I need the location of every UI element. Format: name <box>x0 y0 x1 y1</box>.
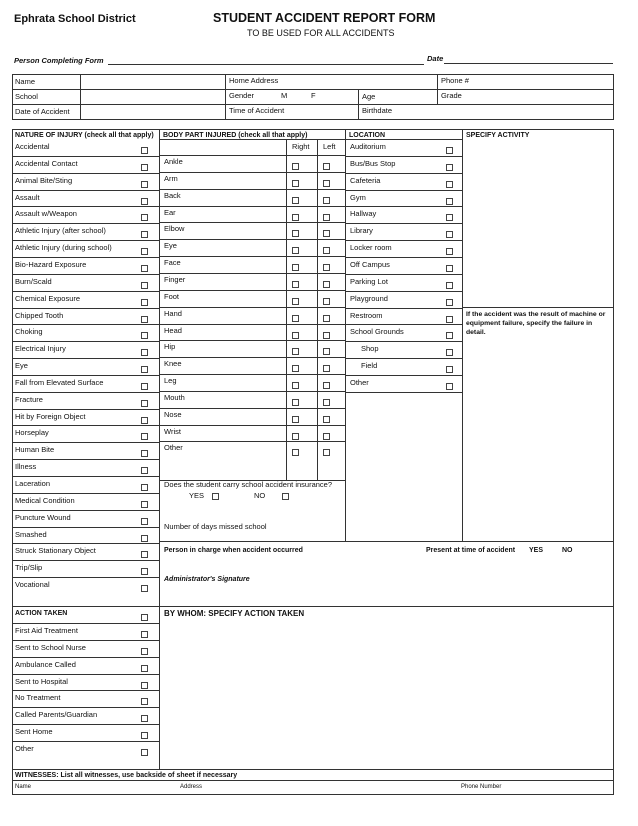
present-no-label[interactable]: NO <box>562 547 573 554</box>
row-divider <box>12 223 159 224</box>
grade-label: Grade <box>441 91 462 100</box>
nature-item-checkbox[interactable] <box>141 248 148 255</box>
form-subtitle: TO BE USED FOR ALL ACCIDENTS <box>247 28 395 38</box>
body-right-checkbox[interactable] <box>292 163 299 170</box>
action-item-checkbox[interactable] <box>141 698 148 705</box>
nature-item-checkbox[interactable] <box>141 484 148 491</box>
body-left-checkbox[interactable] <box>323 365 330 372</box>
nature-item-checkbox[interactable] <box>141 568 148 575</box>
body-right-checkbox[interactable] <box>292 365 299 372</box>
body-right-checkbox[interactable] <box>292 315 299 322</box>
gender-female-option[interactable]: F <box>311 91 316 100</box>
gender-male-option[interactable]: M <box>281 91 288 100</box>
body-part-label: Ankle <box>164 157 183 166</box>
nature-item-label: Chemical Exposure <box>15 293 81 303</box>
body-left-checkbox[interactable] <box>323 416 330 423</box>
body-right-checkbox[interactable] <box>292 180 299 187</box>
nature-item-label: Accidental Contact <box>15 158 78 168</box>
body-right-checkbox[interactable] <box>292 230 299 237</box>
nature-item-checkbox[interactable] <box>141 198 148 205</box>
right-column-label: Right <box>292 142 310 151</box>
body-left-checkbox[interactable] <box>323 348 330 355</box>
nature-item-label: Fracture <box>15 394 43 404</box>
location-item-label: Cafeteria <box>350 175 381 185</box>
row-divider <box>12 257 159 258</box>
location-item-label: Bus/Bus Stop <box>350 158 396 168</box>
location-item-checkbox[interactable] <box>446 299 453 306</box>
row-divider <box>345 358 462 359</box>
row-divider <box>12 358 159 359</box>
nature-item-label: Struck Stationary Object <box>15 546 96 556</box>
body-left-checkbox[interactable] <box>323 315 330 322</box>
body-left-checkbox[interactable] <box>323 332 330 339</box>
action-item-checkbox[interactable] <box>141 665 148 672</box>
nature-item-checkbox[interactable] <box>141 282 148 289</box>
nature-item-label: Vocational <box>15 580 50 590</box>
row-divider <box>159 425 345 426</box>
location-item-checkbox[interactable] <box>446 332 453 339</box>
nature-item-label: Fall from Elevated Surface <box>15 377 104 387</box>
action-item-checkbox[interactable] <box>141 631 148 638</box>
nature-item-label: Accidental <box>15 142 50 151</box>
row-divider <box>12 409 159 410</box>
birthdate-label: Birthdate <box>362 106 393 115</box>
row-divider <box>159 290 345 291</box>
nature-item-checkbox[interactable] <box>141 450 148 457</box>
location-item-checkbox[interactable] <box>446 383 453 390</box>
form-title: STUDENT ACCIDENT REPORT FORM <box>213 11 436 25</box>
location-item-label: Field <box>361 361 378 371</box>
gender-label: Gender <box>229 91 255 100</box>
location-item-label: School Grounds <box>350 327 404 337</box>
body-left-checkbox[interactable] <box>323 264 330 271</box>
phone-label: Phone # <box>441 76 469 85</box>
row-divider <box>159 222 345 223</box>
person-in-charge-label: Person in charge when accident occurred <box>164 547 303 554</box>
location-item-checkbox[interactable] <box>446 282 453 289</box>
witnesses-header: WITNESSES: List all witnesses, use backside of sheet if necessary <box>15 772 238 779</box>
nature-item-label: Smashed <box>15 529 47 539</box>
nature-item-checkbox[interactable] <box>141 164 148 171</box>
row-divider <box>12 577 159 578</box>
action-item-checkbox[interactable] <box>141 715 148 722</box>
body-left-checkbox[interactable] <box>323 197 330 204</box>
body-part-label: Back <box>164 190 181 200</box>
location-item-label: Off Campus <box>350 259 390 269</box>
nature-item-label: Choking <box>15 327 43 337</box>
row-divider <box>12 173 159 174</box>
action-item-label: Called Parents/Guardian <box>15 710 98 720</box>
body-part-label: Hip <box>164 342 176 352</box>
row-divider <box>345 223 462 224</box>
nature-item-label: Bio-Hazard Exposure <box>15 259 87 269</box>
person-completing-line[interactable] <box>108 64 424 65</box>
body-right-checkbox[interactable] <box>292 382 299 389</box>
nature-item-label: Athletic Injury (after school) <box>15 226 106 236</box>
row-divider <box>345 375 462 376</box>
body-part-label: Leg <box>164 376 177 386</box>
nature-item-checkbox[interactable] <box>141 349 148 356</box>
nature-item-checkbox[interactable] <box>141 417 148 424</box>
body-part-label: Head <box>164 325 182 335</box>
row-divider <box>12 459 159 460</box>
body-right-checkbox[interactable] <box>292 399 299 406</box>
nature-item-checkbox[interactable] <box>141 501 148 508</box>
home-address-label: Home Address <box>229 76 279 85</box>
row-divider <box>12 341 159 342</box>
row-divider <box>159 273 345 274</box>
location-item-label: Library <box>350 226 373 236</box>
action-item-label: No Treatment <box>15 693 61 703</box>
location-item-checkbox[interactable] <box>446 164 453 171</box>
body-right-checkbox[interactable] <box>292 433 299 440</box>
nature-item-checkbox[interactable] <box>141 332 148 339</box>
body-right-checkbox[interactable] <box>292 197 299 204</box>
row-divider <box>345 240 462 241</box>
row-divider <box>345 274 462 275</box>
body-right-checkbox[interactable] <box>292 348 299 355</box>
row-divider <box>159 307 345 308</box>
nature-item-checkbox[interactable] <box>141 433 148 440</box>
row-divider <box>12 510 159 511</box>
nature-item-checkbox[interactable] <box>141 535 148 542</box>
nature-item-label: Human Bite <box>15 445 55 455</box>
location-item-checkbox[interactable] <box>446 147 453 154</box>
location-item-label: Restroom <box>350 310 383 320</box>
row-divider <box>159 256 345 257</box>
body-part-label: Nose <box>164 409 182 419</box>
body-right-checkbox[interactable] <box>292 247 299 254</box>
action-item-checkbox[interactable] <box>141 732 148 739</box>
body-part-label: Arm <box>164 173 178 183</box>
district-name: Ephrata School District <box>14 13 136 25</box>
left-column-label: Left <box>323 142 336 151</box>
insurance-no-label: NO <box>254 491 266 500</box>
location-item-label: Playground <box>350 293 388 303</box>
action-header-checkbox[interactable] <box>141 614 148 621</box>
row-divider <box>12 291 159 292</box>
location-item-checkbox[interactable] <box>446 366 453 373</box>
body-part-label: Elbow <box>164 224 185 234</box>
row-divider <box>345 190 462 191</box>
nature-item-checkbox[interactable] <box>141 265 148 272</box>
nature-item-checkbox[interactable] <box>141 181 148 188</box>
row-divider <box>12 560 159 561</box>
action-item-checkbox[interactable] <box>141 648 148 655</box>
date-line[interactable] <box>444 63 613 64</box>
row-divider <box>159 155 345 156</box>
nature-item-label: Laceration <box>15 479 51 488</box>
row-divider <box>345 173 462 174</box>
body-part-label: Finger <box>164 274 186 284</box>
nature-item-label: Horseplay <box>15 428 49 438</box>
row-divider <box>12 324 159 325</box>
row-divider <box>12 190 159 191</box>
body-left-checkbox[interactable] <box>323 382 330 389</box>
body-right-checkbox[interactable] <box>292 264 299 271</box>
nature-item-label: Burn/Scald <box>15 276 52 286</box>
insurance-yes-label: YES <box>189 491 205 500</box>
row-divider <box>159 239 345 240</box>
insurance-no-checkbox[interactable] <box>282 493 289 500</box>
location-item-label: Shop <box>361 344 379 354</box>
nature-header: NATURE OF INJURY (check all that apply) <box>15 132 154 139</box>
action-item-label: Sent Home <box>15 727 53 737</box>
row-divider <box>12 741 159 742</box>
nature-item-checkbox[interactable] <box>141 383 148 390</box>
nature-item-checkbox[interactable] <box>141 366 148 373</box>
by-whom-header: BY WHOM: SPECIFY ACTION TAKEN <box>164 609 305 618</box>
row-divider <box>12 240 159 241</box>
row-divider <box>12 206 159 207</box>
date-label: Date <box>427 54 444 63</box>
nature-item-checkbox[interactable] <box>141 214 148 221</box>
row-divider <box>159 408 345 409</box>
row-divider <box>345 324 462 325</box>
location-item-label: Locker room <box>350 243 392 253</box>
nature-item-label: Electrical Injury <box>15 344 66 354</box>
action-item-label: First Aid Treatment <box>15 626 78 635</box>
nature-item-label: Athletic Injury (during school) <box>15 243 112 253</box>
body-part-label: Hand <box>164 308 182 318</box>
nature-item-label: Medical Condition <box>15 495 75 505</box>
age-label: Age <box>362 92 376 101</box>
location-item-checkbox[interactable] <box>446 214 453 221</box>
row-divider <box>12 707 159 708</box>
location-item-checkbox[interactable] <box>446 349 453 356</box>
row-divider <box>12 493 159 494</box>
location-item-checkbox[interactable] <box>446 248 453 255</box>
body-left-checkbox[interactable] <box>323 449 330 456</box>
body-left-checkbox[interactable] <box>323 180 330 187</box>
nature-item-checkbox[interactable] <box>141 518 148 525</box>
nature-item-checkbox[interactable] <box>141 147 148 154</box>
nature-item-label: Eye <box>15 361 28 371</box>
location-item-label: Parking Lot <box>350 276 388 286</box>
present-yes-label[interactable]: YES <box>529 547 544 554</box>
body-left-checkbox[interactable] <box>323 399 330 406</box>
nature-item-checkbox[interactable] <box>141 551 148 558</box>
body-left-checkbox[interactable] <box>323 298 330 305</box>
nature-item-label: Chipped Tooth <box>15 310 64 320</box>
days-missed-label: Number of days missed school <box>164 522 267 531</box>
nature-item-checkbox[interactable] <box>141 231 148 238</box>
row-divider <box>159 324 345 325</box>
row-divider <box>12 623 159 624</box>
row-divider <box>159 189 345 190</box>
row-divider <box>12 527 159 528</box>
row-divider <box>159 441 345 442</box>
location-item-label: Gym <box>350 192 366 202</box>
row-divider <box>12 674 159 675</box>
location-item-checkbox[interactable] <box>446 316 453 323</box>
row-divider <box>12 476 159 477</box>
nature-item-checkbox[interactable] <box>141 316 148 323</box>
location-item-label: Auditorium <box>350 142 386 151</box>
row-divider <box>345 308 462 309</box>
body-part-label: Other <box>164 443 183 453</box>
nature-item-checkbox[interactable] <box>141 299 148 306</box>
body-right-checkbox[interactable] <box>292 298 299 305</box>
row-divider <box>345 392 462 393</box>
body-right-checkbox[interactable] <box>292 214 299 221</box>
row-divider <box>345 291 462 292</box>
machine-failure-note: If the accident was the result of machine or equipment failure, specify the failure in detail. <box>466 311 606 336</box>
row-divider <box>12 442 159 443</box>
row-divider <box>345 257 462 258</box>
time-of-accident-label: Time of Accident <box>229 106 285 115</box>
body-part-label: Wrist <box>164 426 181 436</box>
location-item-label: Other <box>350 377 369 387</box>
body-part-label: Ear <box>164 207 176 217</box>
row-divider <box>159 357 345 358</box>
location-item-checkbox[interactable] <box>446 265 453 272</box>
row-divider <box>12 156 159 157</box>
location-item-checkbox[interactable] <box>446 198 453 205</box>
nature-item-checkbox[interactable] <box>141 585 148 592</box>
row-divider <box>345 156 462 157</box>
row-divider <box>12 690 159 691</box>
nature-item-label: Animal Bite/Sting <box>15 175 73 185</box>
location-item-label: Hallway <box>350 209 377 219</box>
row-divider <box>12 425 159 426</box>
row-divider <box>12 308 159 309</box>
row-divider <box>12 375 159 376</box>
nature-item-label: Trip/Slip <box>15 563 43 573</box>
body-part-label: Eye <box>164 241 177 251</box>
row-divider <box>12 640 159 641</box>
action-item-checkbox[interactable] <box>141 749 148 756</box>
action-item-label: Other <box>15 743 34 753</box>
body-right-checkbox[interactable] <box>292 416 299 423</box>
row-divider <box>159 340 345 341</box>
witness-name-label: Name <box>15 784 32 790</box>
activity-header: SPECIFY ACTIVITY <box>466 132 530 139</box>
witness-address-label: Address <box>180 784 203 790</box>
school-label: School <box>15 92 38 101</box>
person-completing-label: Person Completing Form <box>14 56 104 65</box>
body-part-label: Face <box>164 258 181 268</box>
date-of-accident-label: Date of Accident <box>15 107 70 116</box>
action-item-label: Sent to School Nurse <box>15 642 86 652</box>
nature-item-label: Assault <box>15 192 40 202</box>
body-left-checkbox[interactable] <box>323 230 330 237</box>
location-item-checkbox[interactable] <box>446 231 453 238</box>
row-divider <box>12 392 159 393</box>
body-right-checkbox[interactable] <box>292 281 299 288</box>
insurance-yes-checkbox[interactable] <box>212 493 219 500</box>
row-divider <box>345 206 462 207</box>
nature-item-label: Illness <box>15 462 37 472</box>
row-divider <box>12 543 159 544</box>
body-left-checkbox[interactable] <box>323 433 330 440</box>
admin-signature-label: Administrator's Signature <box>164 576 250 583</box>
location-item-checkbox[interactable] <box>446 181 453 188</box>
body-part-label: Foot <box>164 291 180 301</box>
row-divider <box>12 724 159 725</box>
body-left-checkbox[interactable] <box>323 281 330 288</box>
row-divider <box>159 391 345 392</box>
row-divider <box>12 274 159 275</box>
witness-phone-label: Phone Number <box>461 784 502 790</box>
action-item-label: Sent to Hospital <box>15 676 68 686</box>
present-at-time-label: Present at time of accident <box>426 547 516 554</box>
body-left-checkbox[interactable] <box>323 163 330 170</box>
row-divider <box>345 341 462 342</box>
body-part-label: Knee <box>164 359 182 369</box>
row-divider <box>12 657 159 658</box>
body-part-label: Mouth <box>164 392 185 402</box>
body-left-checkbox[interactable] <box>323 247 330 254</box>
location-header: LOCATION <box>349 132 386 139</box>
row-divider <box>159 374 345 375</box>
row-divider <box>159 172 345 173</box>
body-right-checkbox[interactable] <box>292 332 299 339</box>
body-left-checkbox[interactable] <box>323 214 330 221</box>
nature-item-label: Puncture Wound <box>15 512 71 522</box>
action-item-checkbox[interactable] <box>141 682 148 689</box>
nature-item-label: Hit by Foreign Object <box>15 411 86 421</box>
name-label: Name <box>15 77 36 86</box>
nature-item-checkbox[interactable] <box>141 400 148 407</box>
nature-item-checkbox[interactable] <box>141 467 148 474</box>
nature-item-label: Assault w/Weapon <box>15 209 77 219</box>
row-divider <box>159 206 345 207</box>
action-item-label: Ambulance Called <box>15 659 76 669</box>
action-taken-header: ACTION TAKEN <box>15 610 68 617</box>
body-header: BODY PART INJURED (check all that apply) <box>163 132 308 139</box>
insurance-question: Does the student carry school accident insurance? <box>164 480 333 489</box>
body-right-checkbox[interactable] <box>292 449 299 456</box>
